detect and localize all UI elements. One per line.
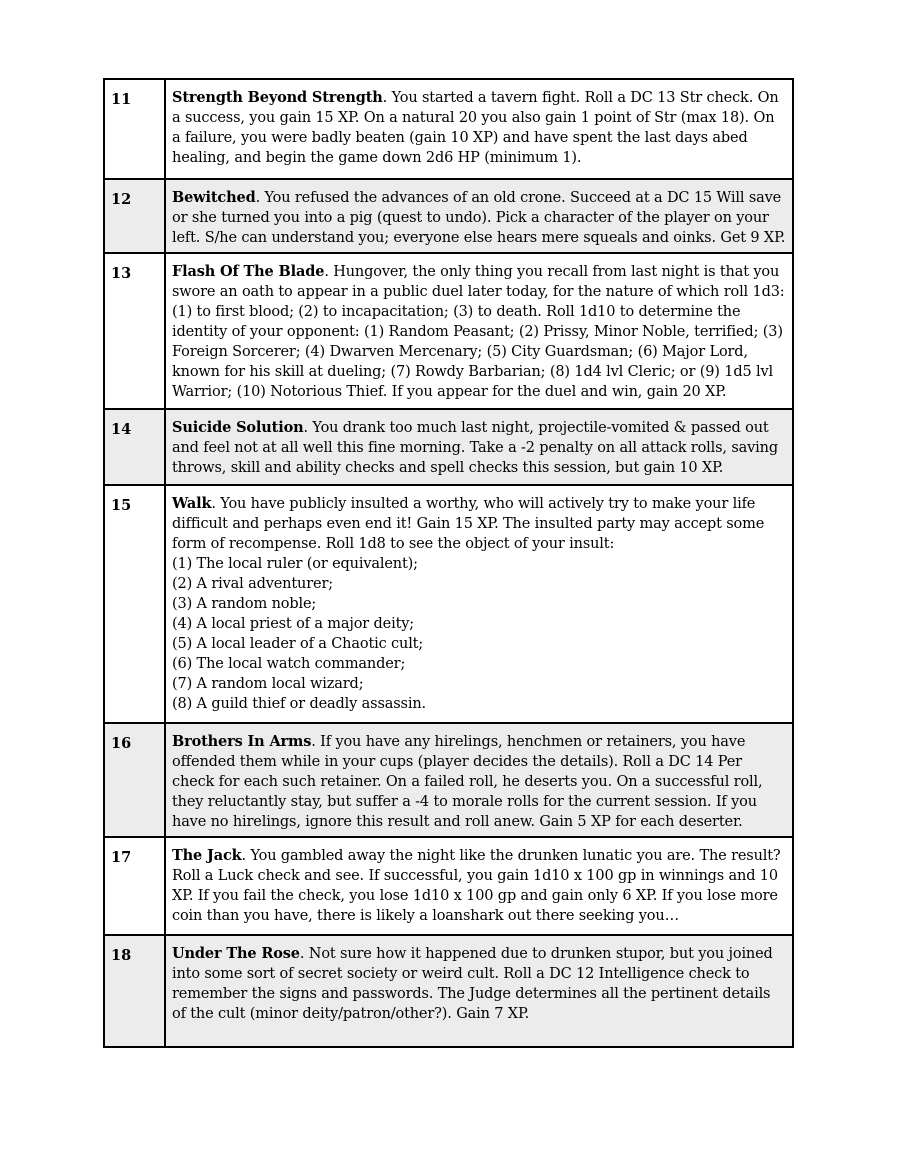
row-description: . Hungover, the only thing you recall from last night is that you swore an oath to appear in a public duel later today, for the nature of which roll 1d3: (1) to first blood; (2) to incapacitation; (3) to death. Roll 1d10 to determine the identity of your opponent: (1) Random Peasant; (2) Prissy, Minor Noble, terrified; (3) Foreign Sorcerer; (4) Dwarven Mercenary; (5) City Guardsman; (6) Major Lord, known for his skill at dueling; (7) Rowdy Barbarian; (8) 1d4 lvl Cleric; or (9) 1d5 lvl Warrior; (10) Notorious Thief. If you appear for the duel and win, gain 20 XP. [172,264,785,400]
row-number: 11 [105,80,166,178]
row-description: . Not sure how it happened due to drunken stupor, but you joined into some sort of secret society or weird cult. Roll a DC 12 Intelligence check to remember the signs and passwords. The Judge determines all the pertinent details of the cult (minor deity/patron/other?). Gain 7 XP. [172,946,773,1022]
row-text [166,410,792,484]
row-title: Flash Of The Blade [172,263,325,280]
row-title: Under The Rose [172,945,300,962]
row-text [166,486,792,722]
row-description: . You gambled away the night like the drunken lunatic you are. The result? Roll a Luck check and see. If successful, you gain 1d10 x 100 gp in winnings and 10 XP. If you fail the check, you lose 1d10 x 100 gp and gain only 6 XP. If you lose more coin than you have, there is likely a loanshark out there seeking you… [172,848,781,924]
row-text [166,254,792,408]
row-description: . If you have any hirelings, henchmen or retainers, you have offended them while in your cups (player decides the details). Roll a DC 14 Per check for each such retainer. On a failed roll, he deserts you. On a successful roll, they reluctantly stay, but suffer a -4 to morale rolls for the current session. If you have no hirelings, ignore this result and roll anew. Gain 5 XP for each deserter. [172,734,763,830]
table-row [105,80,792,178]
row-text [166,724,792,836]
row-number: 16 [105,724,166,836]
row-description: . You drank too much last night, projectile-vomited & passed out and feel not at all well this fine morning. Take a -2 penalty on all attack rolls, saving throws, skill and ability checks and spell checks this session, but gain 10 XP. [172,420,778,476]
table-row [105,722,792,836]
row-description: . You refused the advances of an old crone. Succeed at a DC 15 Will save or she turned you into a pig (quest to undo). Pick a character of the player on your left. S/he can understand you; everyone else hears mere squeals and oinks. Get 9 XP. [172,190,786,246]
table-row [105,252,792,408]
row-title: The Jack [172,847,242,864]
row-title: Strength Beyond Strength [172,89,383,106]
row-description: . You started a tavern fight. Roll a DC 13 Str check. On a success, you gain 15 XP. On a natural 20 you also gain 1 point of Str (max 18). On a failure, you were badly beaten (gain 10 XP) and have spent the last days abed healing, and begin the game down 2d6 HP (minimum 1). [172,90,779,166]
row-title: Brothers In Arms [172,733,312,750]
list-item: (5) A local leader of a Chaotic cult; [172,636,424,652]
list-item: (6) The local watch commander; [172,656,406,672]
row-text [166,936,792,1046]
list-item: (3) A random noble; [172,596,317,612]
list-item: (1) The local ruler (or equivalent); [172,556,418,572]
table-row [105,934,792,1046]
row-text [166,180,792,252]
row-number: 14 [105,410,166,484]
row-number: 13 [105,254,166,408]
list-item: (8) A guild thief or deadly assassin. [172,696,426,712]
list-item: (2) A rival adventurer; [172,576,333,592]
table-row [105,178,792,252]
table-row [105,408,792,484]
table-row [105,836,792,934]
insult-list [172,554,786,714]
row-number: 15 [105,486,166,722]
row-description: . You have publicly insulted a worthy, who will actively try to make your life difficult and perhaps even end it! Gain 15 XP. The insulted party may accept some form of recompense. Roll 1d8 to see the object of your insult: [172,496,765,552]
row-title: Bewitched [172,189,256,206]
row-number: 12 [105,180,166,252]
row-title: Walk [172,495,212,512]
row-number: 18 [105,936,166,1046]
row-text [166,80,792,178]
list-item: (4) A local priest of a major deity; [172,616,415,632]
list-item: (7) A random local wizard; [172,676,364,692]
events-table [103,78,794,1048]
row-text [166,838,792,934]
table-row [105,484,792,722]
row-number: 17 [105,838,166,934]
row-title: Suicide Solution [172,419,304,436]
